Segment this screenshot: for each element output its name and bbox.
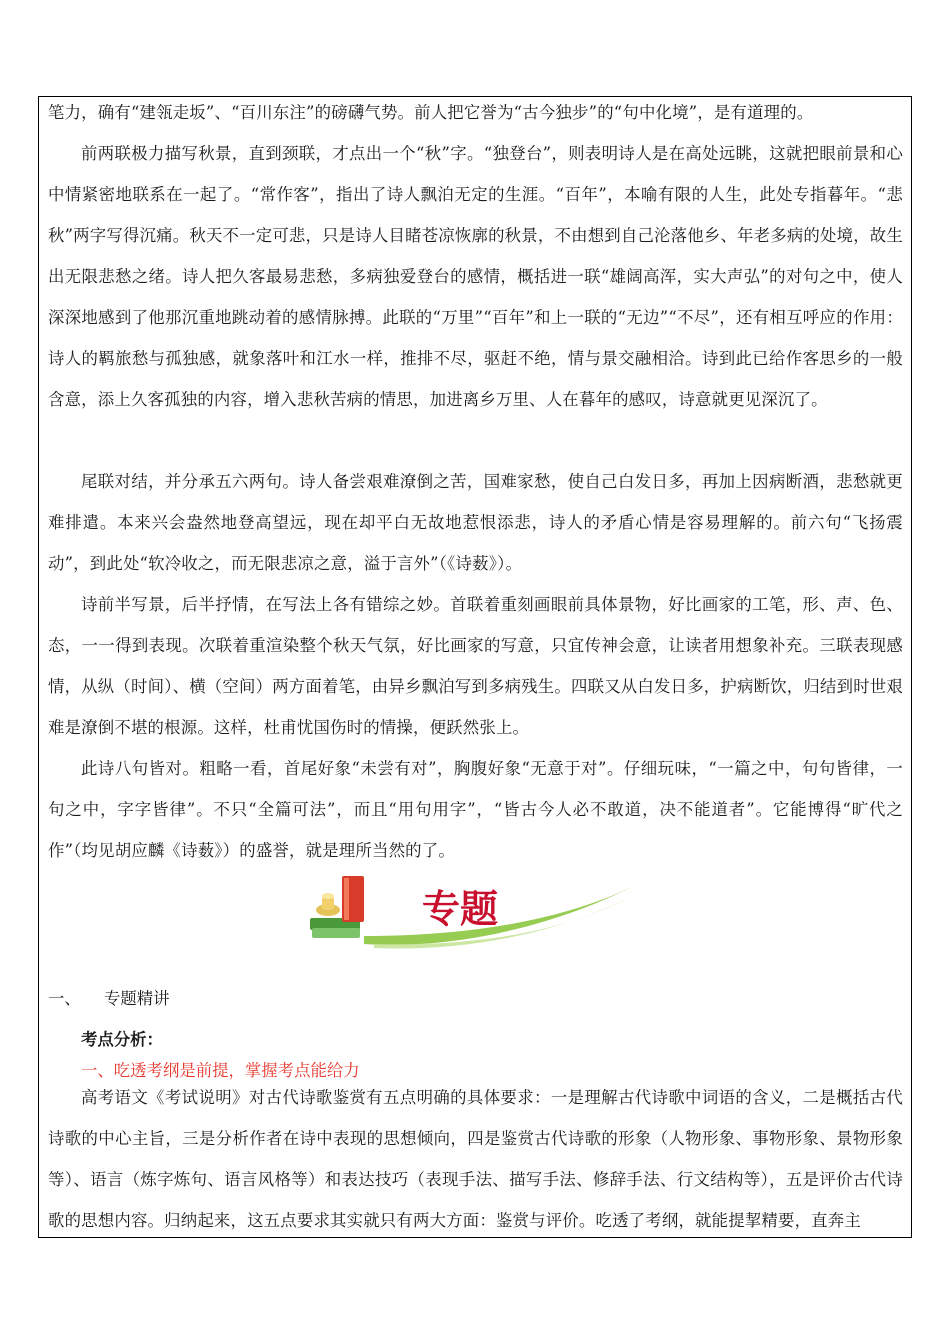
red-subheading: 一、吃透考纲是前提，掌握考点能给力 (81, 1061, 360, 1080)
section-heading (48, 978, 170, 1019)
banner-title: 专题 (422, 886, 499, 931)
paragraph-1: 笔力，确有“建瓴走坂”、“百川东注”的磅礴气势。前人把它誉为“古今独步”的“句中化境”，是有道理的。 (48, 103, 814, 122)
banner-graphic (304, 866, 644, 954)
paragraph-2: 前两联极力描写秋景，直到颈联，才点出一个“秋”字。“独登台”，则表明诗人是在高处远眺，这就把眼前景和心中情紧密地联系在一起了。“常作客”，指出了诗人飘泊无定的生涯。“百年”，本喻有限的人生，此处专指暮年。“悲秋”两字写得沉痛。秋天不一定可悲，只是诗人目睹苍凉恢廓的秋景，不由想到自己沦落他乡、年老多病的处境，故生出无限悲愁之绪。诗人把久客最易悲愁，多病独爱登台的感情，概括进一联“雄阔高浑，实大声弘”的对句之中，使人深深地感到了他那沉重地跳动着的感情脉搏。此联的“万里”“百年”和上一联的“无边”“不尽”，还有相互呼应的作用：诗人的羁旅愁与孤独感，就象落叶和江水一样，推排不尽，驱赶不绝，情与景交融相洽。诗到此已给作客思乡的一般含意，添上久客孤独的内容，增入悲秋苦病的情思，加进离乡万里、人在暮年的感叹，诗意就更见深沉了。 (48, 144, 903, 409)
section-title: 专题精讲 (104, 989, 170, 1008)
topic-banner (304, 866, 644, 954)
analysis-subheading: 考点分析： (81, 1030, 163, 1049)
paragraph-5: 此诗八句皆对。粗略一看，首尾好象“未尝有对”，胸腹好象“无意于对”。仔细玩味，“一篇之中，句句皆律，一句之中，字字皆律”。不只“全篇可法”，而且“用句用字”，“皆古今人必不敢道，决不能道者”。它能博得“旷代之作”（均见胡应麟《诗薮》）的盛誉，就是理所当然的了。 (48, 759, 903, 860)
paragraph-6: 高考语文《考试说明》对古代诗歌鉴赏有五点明确的具体要求：一是理解古代诗歌中词语的含义，二是概括古代诗歌的中心主旨，三是分析作者在诗中表现的思想倾向，四是鉴赏古代诗歌的形象（人物形象、事物形象、景物形象等）、语言（炼字炼句、语言风格等）和表达技巧（表现手法、描写手法、修辞手法、行文结构等），五是评价古代诗歌的思想内容。归纳起来，这五点要求其实就只有两大方面：鉴赏与评价。吃透了考纲，就能提挈精要，直奔主 (48, 1088, 903, 1230)
books-icon (310, 876, 364, 938)
paragraph-3: 尾联对结，并分承五六两句。诗人备尝艰难潦倒之苦，国难家愁，使自己白发日多，再加上因病断酒，悲愁就更难排遣。本来兴会盎然地登高望远，现在却平白无故地惹恨添悲，诗人的矛盾心情是容易理解的。前六句“飞扬震动”，到此处“软冷收之，而无限悲凉之意，溢于言外”（《诗薮》）。 (48, 472, 903, 573)
section-number: 一、 (48, 989, 81, 1008)
paragraph-4: 诗前半写景，后半抒情，在写法上各有错综之妙。首联着重刻画眼前具体景物，好比画家的工笔，形、声、色、态，一一得到表现。次联着重渲染整个秋天气氛，好比画家的写意，只宜传神会意，让读者用想象补充。三联表现感情，从纵（时间）、横（空间）两方面着笔，由异乡飘泊写到多病残生。四联又从白发日多，护病断饮，归结到时世艰难是潦倒不堪的根源。这样，杜甫忧国伤时的情操，便跃然张上。 (48, 595, 903, 737)
